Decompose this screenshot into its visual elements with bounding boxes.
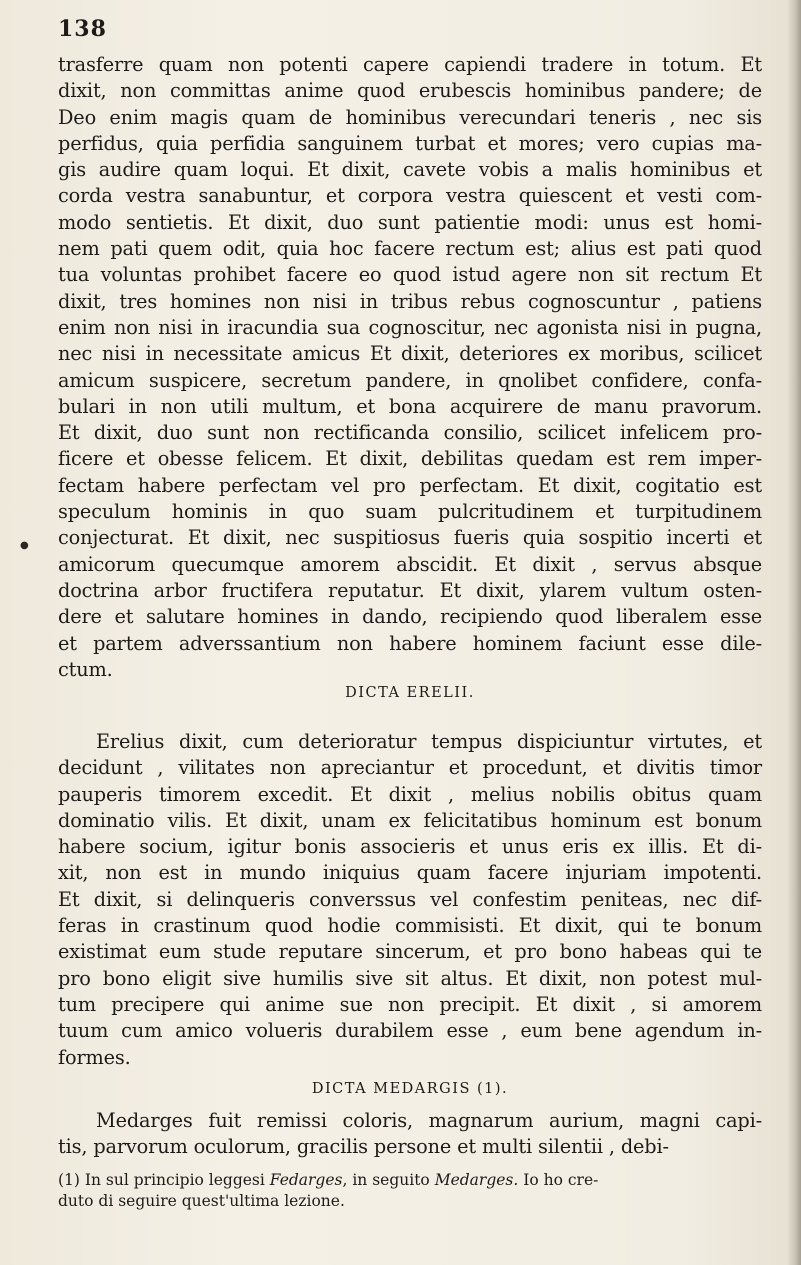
text-line: pauperis timorem excedit. Et dixit , melius nobilis obitus quam [58,782,762,806]
text-line: gis audire quam loqui. Et dixit, cavete vobis a malis hominibus et [58,158,762,182]
text-line: et partem adverssantium non habere hominem faciunt esse dile- [58,631,762,655]
footnote-line-1 [58,1170,762,1191]
text-line: existimat eum stude reputare sincerum, et pro bono habeas qui te [58,940,762,964]
page-edge-shadow [787,0,801,1265]
text-line: nec nisi in necessitate amicus Et dixit, deteriores ex moribus, scilicet [58,342,762,366]
text-line: formes. [58,1045,131,1069]
text-line: Erelius dixit, cum deterioratur tempus dispiciuntur virtutes, et [96,730,762,753]
text-line: speculum hominis in quo suam pulcritudinem et turpitudinem [58,500,762,524]
text-line: tis, parvorum oculorum, gracilis persone et multi silentii , debi- [58,1135,669,1159]
text-line: perfidus, quia perfidia sanguinem turbat et mores; vero cupias ma- [58,131,762,155]
footnote-italic-term: Medarges. [434,1171,519,1189]
text-line: doctrina arbor fructifera reputatur. Et dixit, ylarem vultum osten- [58,578,762,602]
footnote-text: , in seguito [342,1171,430,1189]
text-line: feras in crastinum quod hodie commisisti. Et dixit, qui te bonum [58,914,762,938]
text-block-section-2 [58,729,762,1071]
page-number: 138 [58,16,107,42]
text-line: tum precipere qui anime sue non precipit. Et dixit , si amorem [58,992,762,1016]
text-line: tuum cum amico volueris durabilem esse , eum bene agendum in- [58,1019,762,1043]
text-line: trasferre quam non potenti capere capiendi tradere in totum. Et [58,53,762,76]
text-line: enim non nisi in iracundia sua cognoscitur, nec agonista nisi in pugna, [58,315,762,339]
heading-dicta-erelii: DICTA ERELII. [345,685,475,701]
footnote-italic-term: Fedarges [269,1171,343,1189]
text-line: dixit, non committas anime quod erubescis hominibus pandere; de [58,79,762,103]
heading-dicta-medargis: DICTA MEDARGIS (1). [311,1081,509,1097]
text-line: dixit, tres homines non nisi in tribus rebus cognoscuntur , patiens [58,289,762,313]
text-line: xit, non est in mundo iniquius quam facere injuriam impotenti. [58,861,762,885]
margin-dot-icon: ● [20,540,29,551]
text-line: Deo enim magis quam de hominibus verecundari teneris , nec sis [58,105,762,129]
footnote-text: Io ho cre- [523,1171,599,1189]
text-line: nem pati quem odit, quia hoc facere rectum est; alius est pati quod [58,237,762,261]
text-line: ficere et obesse felicem. Et dixit, debilitas quedam est rem imper- [58,447,762,471]
text-line: pro bono eligit sive humilis sive sit altus. Et dixit, non potest mul- [58,966,762,990]
text-line: bulari in non utili multum, et bona acquirere de manu pravorum. [58,394,762,418]
text-line: modo sentietis. Et dixit, duo sunt patientie modi: unus est homi- [58,210,762,234]
text-line: dominatio vilis. Et dixit, unam ex felicitatibus hominum est bonum [58,808,762,832]
text-line: ctum. [58,657,113,681]
text-block-section-1 [58,52,762,683]
footnote [58,1170,762,1212]
text-line: tua voluntas prohibet facere eo quod istud agere non sit rectum Et [58,263,762,287]
text-line: decidunt , vilitates non apreciantur et procedunt, et divitis timor [58,756,762,780]
text-line: amicorum quecumque amorem abscidit. Et dixit , servus absque [58,552,762,576]
text-line: conjecturat. Et dixit, nec suspitiosus fueris quia sospitio incerti et [58,526,762,550]
text-line: Et dixit, duo sunt non rectificanda consilio, scilicet infelicem pro- [58,421,762,445]
footnote-line-2: duto di seguire quest'ultima lezione. [58,1192,345,1210]
text-line: corda vestra sanabuntur, et corpora vestra quiescent et vesti com- [58,184,762,208]
text-line: Medarges fuit remissi coloris, magnarum aurium, magni capi- [96,1109,762,1132]
text-block-section-3 [58,1108,762,1161]
text-line: dere et salutare homines in dando, recipiendo quod liberalem esse [58,605,762,629]
text-line: Et dixit, si delinqueris converssus vel confestim peniteas, nec dif- [58,887,762,911]
text-line: habere socium, igitur bonis associeris et unus eris ex illis. Et di- [58,835,762,859]
text-line: fectam habere perfectam vel pro perfectam. Et dixit, cogitatio est [58,473,762,497]
text-line: amicum suspicere, secretum pandere, in qnolibet confidere, confa- [58,368,762,392]
footnote-text: (1) In sul principio leggesi [58,1171,265,1189]
